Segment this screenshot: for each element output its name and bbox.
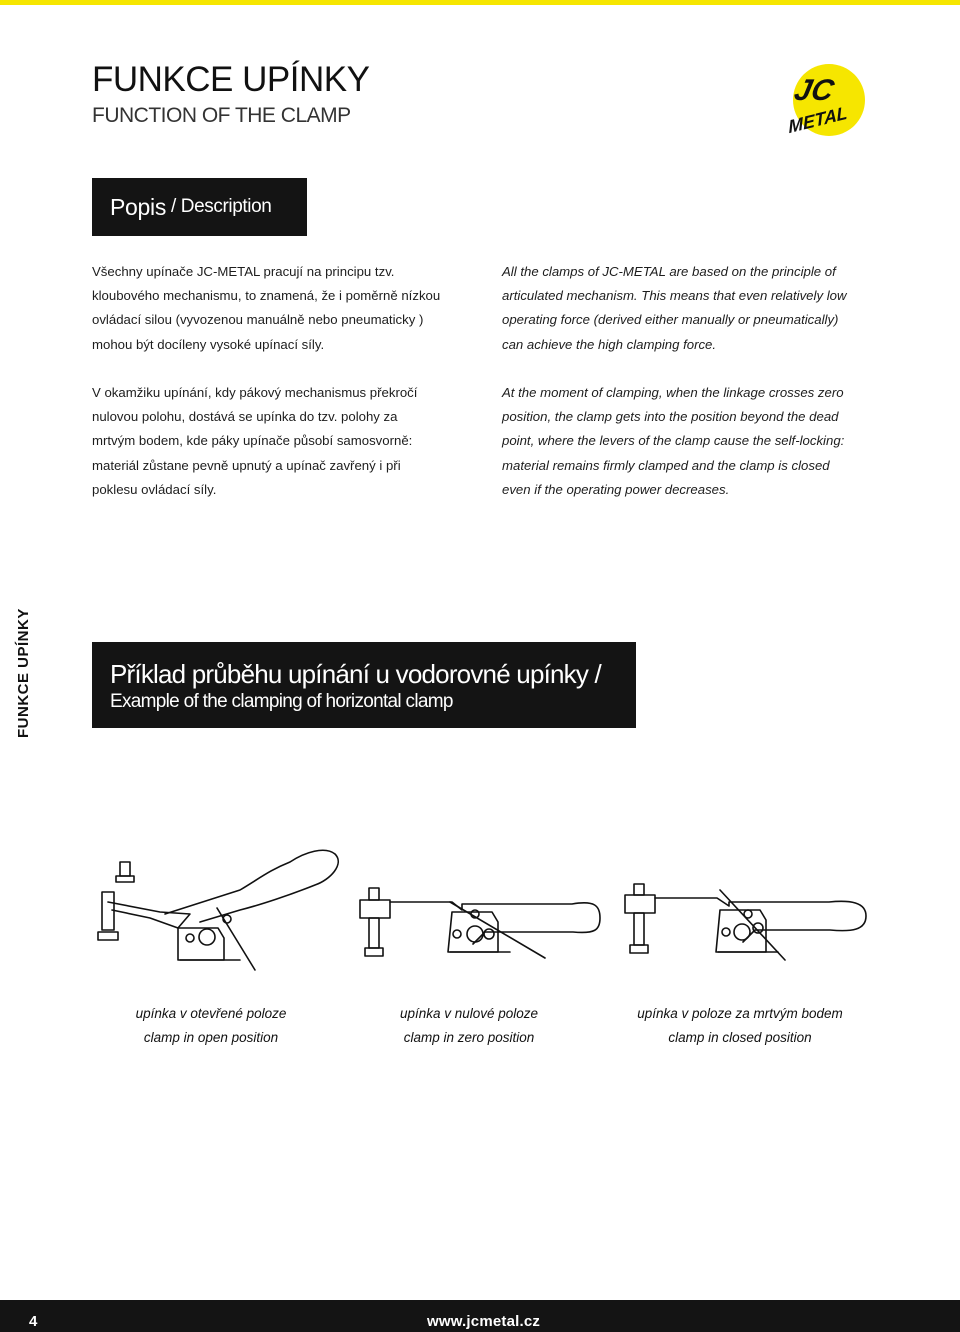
jc-metal-logo [775, 62, 875, 142]
en-paragraph-1: All the clamps of JC-METAL are based on the principle of articulated mechanism. This means that even relatively low operating force (derived either manually or pneumatically) can achieve the high clamping force. [502, 264, 847, 352]
caption-zero: upínka v nulové poloze clamp in zero position [399, 1006, 539, 1045]
cz-paragraph-2: V okamžiku upínání, kdy pákový mechanismus překročí nulovou polohu, dostává se upínka do tzv. polohy za mrtvým bodem, kde páky upínače působí samosvorně: materiál zůstane pevně upnutý a upínač zavřený i při poklesu ovládací síly. [92, 385, 418, 497]
page-number: 4 [29, 1313, 38, 1330]
clamp-open-illustration [98, 850, 338, 970]
example-heading-en: Example of the clamping of horizontal clamp [110, 691, 453, 712]
example-heading-cz: Příklad průběhu upínání u vodorovné upínky / [110, 659, 601, 689]
logo-text-bottom: METAL [787, 102, 849, 138]
description-heading-cz: Popis [110, 193, 167, 220]
caption-closed: upínka v poloze za mrtvým bodem clamp in closed position [637, 1006, 843, 1045]
page-title: FUNKCE UPÍNKY [92, 60, 370, 99]
en-paragraph-2: At the moment of clamping, when the linkage crosses zero position, the clamp gets into the position beyond the dead point, where the levers of the clamp cause the self-locking: material remains firmly clamped and the clamp is closed even if the operating power decreases. [502, 385, 845, 497]
top-accent-bar [0, 0, 960, 5]
clamp-illustrations [90, 840, 880, 980]
description-heading [92, 178, 307, 236]
page-footer [0, 1300, 960, 1332]
cz-paragraph-1: Všechny upínače JC-METAL pracují na principu tzv. kloubového mechanismu, to znamená, že i poměrně nízkou ovládací silou (vyvozenou manuálně nebo pneumaticky ) mohou být docíleny vysoké upínací síly. [92, 264, 441, 352]
logo-text-top: JC [791, 74, 837, 107]
website-link[interactable]: www.jcmetal.cz [427, 1313, 541, 1330]
example-heading [92, 642, 636, 728]
caption-open: upínka v otevřené poloze clamp in open position [135, 1006, 287, 1045]
page-subtitle: FUNCTION OF THE CLAMP [92, 104, 351, 127]
clamp-closed-illustration [625, 884, 866, 960]
description-heading-en: / Description [171, 196, 272, 217]
side-section-label: FUNKCE UPÍNKY [15, 608, 32, 738]
clamp-zero-illustration [360, 888, 600, 958]
